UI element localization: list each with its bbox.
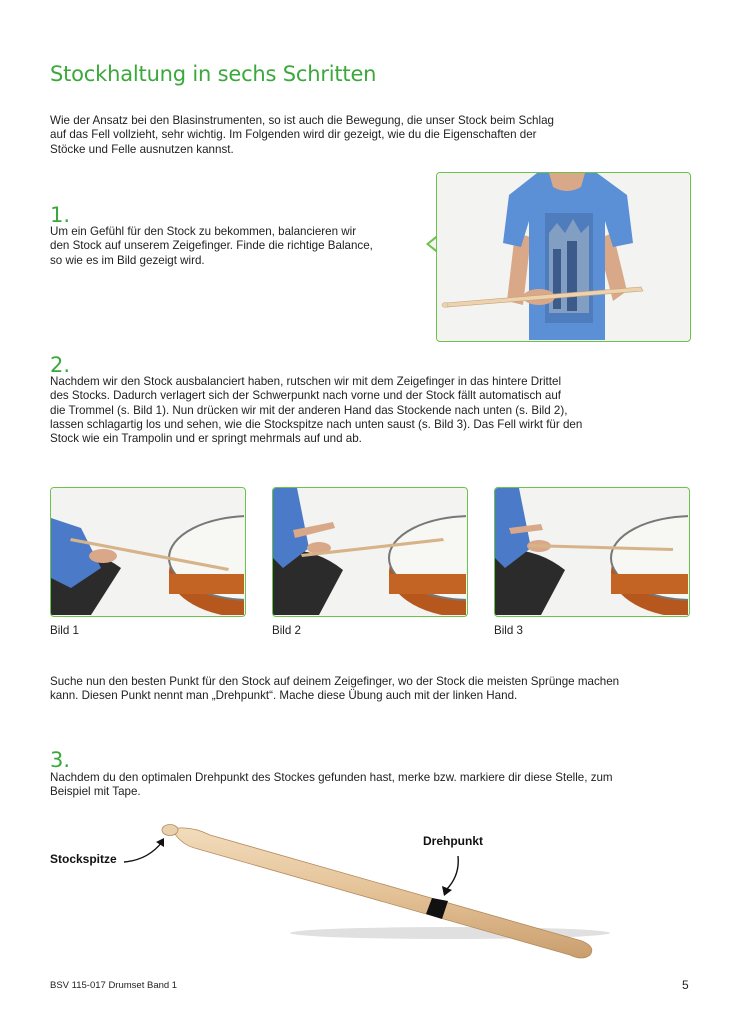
photo-bild-3 [494, 487, 690, 617]
step1-text [50, 225, 420, 268]
step3-line: Nachdem du den optimalen Drehpunkt des Stockes gefunden hast, merke bzw. markiere dir diese Stelle, zum [50, 771, 613, 784]
step1-line: so wie es im Bild gezeigt wird. [50, 253, 205, 267]
intro-paragraph [50, 114, 690, 157]
photo-bild-2 [272, 487, 468, 617]
step3-text [50, 771, 710, 800]
label-stockspitze: Stockspitze [50, 852, 117, 866]
step2-line: Nachdem wir den Stock ausbalanciert haben, rutschen wir mit dem Zeigefinger in das hintere Drittel [50, 375, 562, 388]
arrow-to-pivot-icon [436, 852, 466, 898]
intro-line: Wie der Ansatz bei den Blasinstrumenten, so ist auch die Bewegung, die unser Stock beim Schlag [50, 114, 554, 127]
footer-book-ref: BSV 115-017 Drumset Band 1 [50, 980, 178, 991]
step2-line: die Trommel (s. Bild 1). Nun drücken wir mit der anderen Hand das Stockende nach unten (s. Bild 2), [50, 403, 568, 417]
step3-number: 3. [50, 748, 71, 772]
caption-bild-2: Bild 2 [272, 624, 302, 637]
step2-line: des Stocks. Dadurch verlagert sich der Schwerpunkt nach vorne und der Stock fällt automatisch auf [50, 389, 562, 403]
step2-line: Stock wie ein Trampolin und er springt mehrmals auf und ab. [50, 432, 362, 446]
page-title: Stockhaltung in sechs Schritten [50, 62, 377, 86]
follow-line: Suche nun den besten Punkt für den Stock auf deinem Zeigefinger, wo der Stock die meisten Sprünge machen [50, 675, 620, 688]
caption-bild-3: Bild 3 [494, 624, 524, 637]
step2-follow-text [50, 675, 710, 704]
caption-bild-1: Bild 1 [50, 624, 80, 637]
step1-line: den Stock auf unserem Zeigefinger. Finde die richtige Balance, [50, 239, 373, 253]
drumstick-illustration [150, 815, 610, 970]
arrow-to-tip-icon [118, 834, 178, 870]
intro-line: auf das Fell vollzieht, sehr wichtig. Im Folgenden wird dir gezeigt, wie du die Eigenschaften der [50, 128, 537, 142]
step1-number: 1. [50, 203, 71, 227]
page-number: 5 [682, 978, 689, 992]
balance-photo [436, 172, 691, 342]
label-drehpunkt: Drehpunkt [423, 834, 483, 848]
step2-text [50, 375, 700, 446]
step1-line: Um ein Gefühl für den Stock zu bekommen, balancieren wir [50, 225, 357, 238]
intro-line: Stöcke und Felle ausnutzen kannst. [50, 142, 234, 156]
step3-line: Beispiel mit Tape. [50, 785, 141, 799]
photo-bild-1 [50, 487, 246, 617]
step2-number: 2. [50, 353, 71, 377]
follow-line: kann. Diesen Punkt nennt man „Drehpunkt“. Mache diese Übung auch mit der linken Hand. [50, 689, 518, 703]
step2-line: lassen schlagartig los und sehen, wie die Stockspitze nach unten saust (s. Bild 3). Das Fell wirkt für den [50, 417, 583, 431]
